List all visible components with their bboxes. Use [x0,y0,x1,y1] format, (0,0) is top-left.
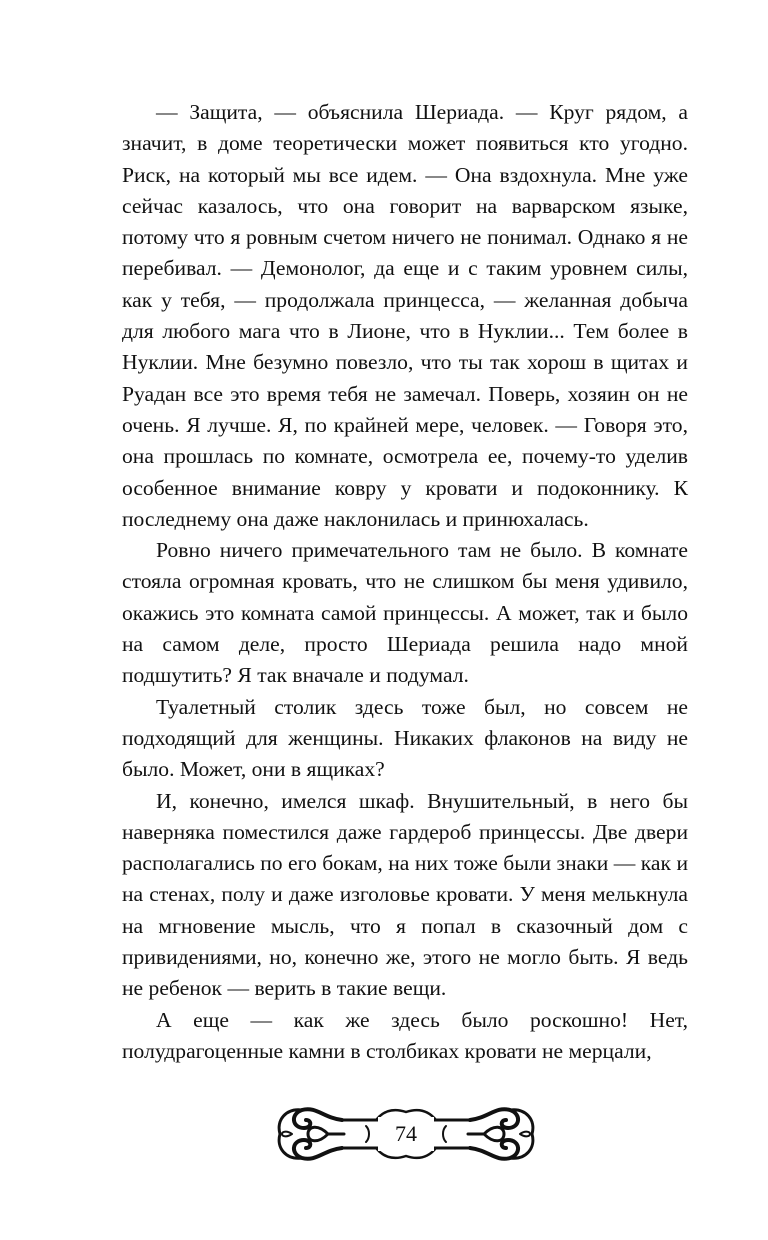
paragraph: Туалетный столик здесь тоже был, но совсем не подходящий для женщины. Никаких флаконов на виду не было. Может, они в ящиках? [122,694,688,782]
paragraph: А еще — как же здесь было роскошно! Нет, полудрагоценные камни в столбиках кровати не мерцали, [122,1007,688,1063]
paragraph: — Защита, — объяснила Шериада. — Круг рядом, а значит, в доме теоретически может появиться кто угодно. Риск, на который мы все идем. — Она вздохнула. Мне уже сейчас казалось, что она говорит на варварском языке, потому что я ровным счетом ничего не понимал. Однако я не перебивал. — Демонолог, да еще и с таким уровнем силы, как у тебя, — продолжала принцесса, — желанная добыча для любого мага что в Лионе, что в Нуклии... Тем более в Нуклии. Мне безумно повезло, что ты так хорош в щитах и Руадан все это время тебя не замечал. Поверь, хозяин он не очень. Я лучше. Я, по крайней мере, человек. — Говоря это, она прошлась по комнате, осмотрела ее, почему-то уделив особенное внимание ковру у кровати и подоконнику. К последнему она даже наклонилась и принюхалась. [122,100,688,531]
paragraph: Ровно ничего примечательного там не было. В комнате стояла огромная кровать, что не слишком бы меня удивило, окажись это комната самой принцессы. А может, так и было на самом деле, просто Шериада решила надо мной подшутить? Я так вначале и подумал. [122,538,688,688]
body-text [122,97,688,1067]
paragraph: И, конечно, имелся шкаф. Внушительный, в него бы наверняка поместился даже гардероб принцессы. Две двери располагались по его бокам, на них тоже были знаки — как и на стенах, полу и даже изголовье кровати. У меня мелькнула на мгновение мысль, что я попал в сказочный дом с привидениями, но, конечно же, этого не могло быть. Я ведь не ребенок — верить в такие вещи. [122,788,688,1001]
page-number: 74 [378,1117,434,1151]
